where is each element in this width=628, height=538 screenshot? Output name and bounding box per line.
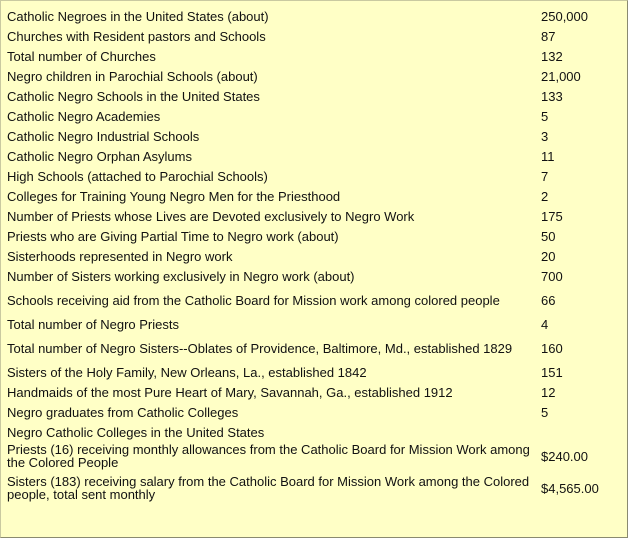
row-value [535,422,625,442]
row-label: Negro graduates from Catholic Colleges [7,404,239,420]
row-value: 66 [541,292,556,308]
row-value: $4,565.00 [541,480,599,496]
row-value: 4 [541,316,549,332]
row-label: Catholic Negroes in the United States (about) [7,8,269,24]
row-value: 250,000 [541,8,588,24]
table-row [3,66,625,86]
row-label: High Schools (attached to Parochial Schools) [7,168,268,184]
row-value: 2 [541,188,549,204]
row-value: 5 [541,404,549,420]
table-row [3,126,625,146]
row-label: Total number of Negro Priests [7,316,179,332]
statistics-table-body [3,6,625,506]
table-row [3,46,625,66]
row-label: Negro Catholic Colleges in the United States [7,424,265,440]
table-row [3,362,625,382]
table-row [3,246,625,266]
row-label: Sisters of the Holy Family, New Orleans, La., established 1842 [7,364,367,380]
row-value: 87 [541,28,556,44]
table-row [3,106,625,126]
table-row [3,470,625,506]
table-row [3,26,625,46]
table-row [3,402,625,422]
row-label: Total number of Churches [7,48,156,64]
row-value: 12 [541,384,556,400]
table-row [3,86,625,106]
table-row [3,186,625,206]
table-row [3,226,625,246]
row-label: Handmaids of the most Pure Heart of Mary, Savannah, Ga., established 1912 [7,384,453,400]
row-value: 175 [541,208,563,224]
row-value: 21,000 [541,68,581,84]
row-value: 133 [541,88,563,104]
table-row [3,166,625,186]
row-label: Catholic Negro Academies [7,108,161,124]
row-value: 132 [541,48,563,64]
row-value: 5 [541,108,549,124]
row-label: Catholic Negro Orphan Asylums [7,148,192,164]
statistics-table [3,6,625,506]
row-value: 3 [541,128,549,144]
table-row [3,146,625,166]
row-label: Schools receiving aid from the Catholic Board for Mission work among colored people [7,292,500,308]
table-row [3,422,625,442]
row-value: 700 [541,268,563,284]
row-value: 20 [541,248,556,264]
row-value: 11 [541,148,555,164]
row-label: Total number of Negro Sisters--Oblates of Providence, Baltimore, Md., established 1829 [7,340,513,356]
table-row [3,6,625,26]
table-row [3,314,625,334]
row-label: Priests who are Giving Partial Time to Negro work (about) [7,228,339,244]
row-value: 50 [541,228,556,244]
row-label: Catholic Negro Schools in the United States [7,88,260,104]
row-value: 151 [541,364,563,380]
row-label: Colleges for Training Young Negro Men for the Priesthood [7,188,341,204]
table-row [3,286,625,314]
row-label: Sisters (183) receiving salary from the Catholic Board for Mission Work among the Colored people, total sent monthly [7,474,530,502]
row-value: $240.00 [541,448,588,464]
table-row [3,334,625,362]
row-label: Sisterhoods represented in Negro work [7,248,233,264]
row-label: Catholic Negro Industrial Schools [7,128,200,144]
row-label: Churches with Resident pastors and Schools [7,28,266,44]
table-row [3,382,625,402]
table-row [3,442,625,470]
row-label: Number of Priests whose Lives are Devoted exclusively to Negro Work [7,208,415,224]
row-value: 7 [541,168,549,184]
table-row [3,206,625,226]
row-value: 160 [541,340,563,356]
row-label: Number of Sisters working exclusively in Negro work (about) [7,268,355,284]
table-row [3,266,625,286]
row-label: Priests (16) receiving monthly allowances from the Catholic Board for Mission Work among the Colored People [7,442,530,470]
row-label: Negro children in Parochial Schools (about) [7,68,258,84]
